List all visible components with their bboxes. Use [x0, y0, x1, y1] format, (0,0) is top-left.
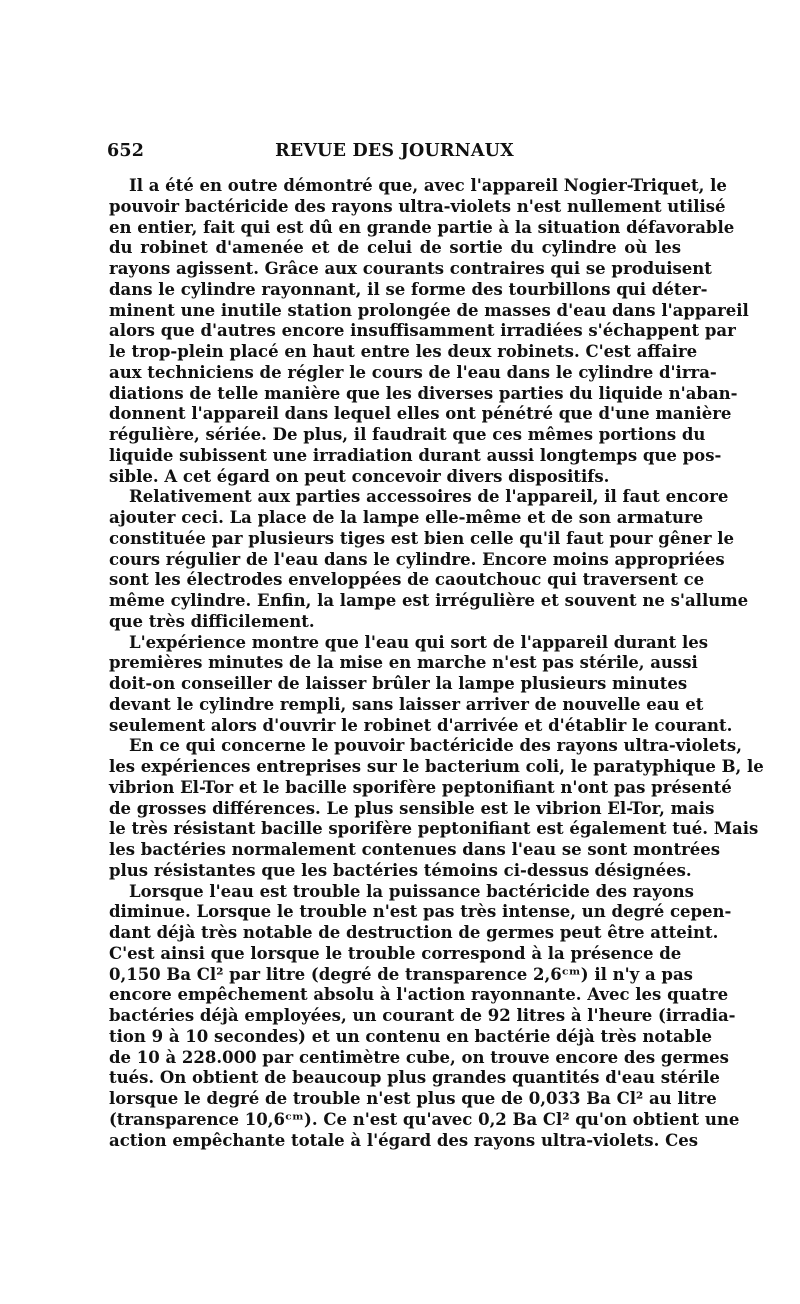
text-line: Il a été en outre démontré que, avec l'appareil Nogier-Triquet, le	[129, 176, 727, 195]
text-line: pouvoir bactéricide des rayons ultra-violets n'est nullement utilisé	[109, 196, 726, 216]
text-line: premières minutes de la mise en marche n'est pas stérile, aussi	[109, 653, 698, 673]
text-line: tués. On obtient de beaucoup plus grandes quantités d'eau stérile	[109, 1068, 720, 1088]
running-title: REVUE DES JOURNAUX	[275, 141, 514, 161]
text-line: 0,150 Ba Cl² par litre (degré de transparence 2,6ᶜᵐ) il n'y a pas	[109, 964, 693, 984]
text-line: alors que d'autres encore insuffisamment irradiées s'échappent par	[109, 321, 736, 341]
paragraph	[109, 736, 764, 881]
text-line: Lorsque l'eau est trouble la puissance bactéricide des rayons	[129, 881, 694, 901]
text-line: L'expérience montre que l'eau qui sort de l'appareil durant les	[129, 632, 709, 652]
text-line: seulement alors d'ouvrir le robinet d'arrivée et d'établir le courant.	[109, 715, 733, 735]
text-line: diminue. Lorsque le trouble n'est pas très intense, un degré cepen-	[109, 902, 732, 922]
text-line: dant déjà très notable de destruction de germes peut être atteint.	[109, 923, 719, 942]
text-line: aux techniciens de régler le cours de l'eau dans le cylindre d'irra-	[109, 362, 717, 382]
text-line: En ce qui concerne le pouvoir bactéricide des rayons ultra-violets,	[129, 736, 742, 756]
paragraph	[109, 632, 733, 737]
text-line: en entier, fait qui est dû en grande partie à la situation défavorable	[109, 217, 735, 237]
text-line: devant le cylindre rempli, sans laisser arriver de nouvelle eau et	[109, 694, 704, 714]
text-line: les bactéries normalement contenues dans l'eau se sont montrées	[109, 840, 721, 859]
text-line: liquide subissent une irradiation durant aussi longtemps que pos-	[109, 445, 722, 465]
text-line: que très difficilement.	[109, 611, 315, 631]
text-line: doit-on conseiller de laisser brûler la lampe plusieurs minutes	[109, 674, 688, 693]
page-number: 652	[107, 141, 145, 161]
text-line: régulière, sériée. De plus, il faudrait que ces mêmes portions du	[109, 425, 706, 444]
article-body	[109, 176, 764, 1151]
text-line: le très résistant bacille sporifère peptonifiant est également tué. Mais	[109, 819, 759, 839]
text-line: cours régulier de l'eau dans le cylindre. Encore moins appropriées	[109, 549, 725, 569]
text-line: dans le cylindre rayonnant, il se forme des tourbillons qui déter-	[109, 279, 708, 299]
text-line: tion 9 à 10 secondes) et un contenu en bactérie déjà très notable	[109, 1026, 712, 1046]
paragraph	[109, 487, 749, 632]
text-line: C'est ainsi que lorsque le trouble correspond à la présence de	[109, 943, 682, 963]
text-line: même cylindre. Enfin, la lampe est irrégulière et souvent ne s'allume	[109, 591, 749, 610]
paragraph	[109, 176, 749, 487]
text-line: minent une inutile station prolongée de masses d'eau dans l'appareil	[109, 300, 749, 320]
text-line: du robinet d'amenée et de celui de sortie du cylindre où les	[109, 238, 681, 258]
text-line: sible. A cet égard on peut concevoir divers dispositifs.	[109, 466, 610, 486]
text-line: encore empêchement absolu à l'action rayonnante. Avec les quatre	[109, 985, 729, 1005]
text-line: (transparence 10,6ᶜᵐ). Ce n'est qu'avec 0,2 Ba Cl² qu'on obtient une	[109, 1109, 740, 1129]
text-line: le trop-plein placé en haut entre les deux robinets. C'est affaire	[109, 342, 698, 361]
text-line: sont les électrodes enveloppées de caoutchouc qui traversent ce	[109, 570, 705, 590]
text-line: de 10 à 228.000 par centimètre cube, on trouve encore des germes	[109, 1047, 729, 1067]
text-line: rayons agissent. Grâce aux courants contraires qui se produisent	[109, 259, 712, 278]
text-line: vibrion El-Tor et le bacille sporifère peptonifiant n'ont pas présenté	[109, 777, 732, 797]
text-line: ajouter ceci. La place de la lampe elle-même et de son armature	[109, 508, 704, 527]
text-line: constituée par plusieurs tiges est bien celle qu'il faut pour gêner le	[109, 528, 735, 548]
text-line: bactéries déjà employées, un courant de 92 litres à l'heure (irradia-	[109, 1006, 736, 1025]
text-line: lorsque le degré de trouble n'est plus que de 0,033 Ba Cl² au litre	[109, 1089, 717, 1108]
page-header	[107, 141, 682, 163]
text-line: de grosses différences. Le plus sensible est le vibrion El-Tor, mais	[109, 798, 715, 818]
text-line: donnent l'appareil dans lequel elles ont pénétré que d'une manière	[109, 404, 732, 424]
text-line: Relativement aux parties accessoires de l'appareil, il faut encore	[129, 487, 729, 507]
text-line: diations de telle manière que les diverses parties du liquide n'aban-	[109, 383, 738, 403]
text-line: plus résistantes que les bactéries témoins ci-dessus désignées.	[109, 860, 692, 880]
text-line: action empêchante totale à l'égard des rayons ultra-violets. Ces	[109, 1130, 699, 1150]
paragraph	[109, 881, 740, 1152]
text-line: les expériences entreprises sur le bacterium coli, le paratyphique B, le	[109, 757, 764, 776]
